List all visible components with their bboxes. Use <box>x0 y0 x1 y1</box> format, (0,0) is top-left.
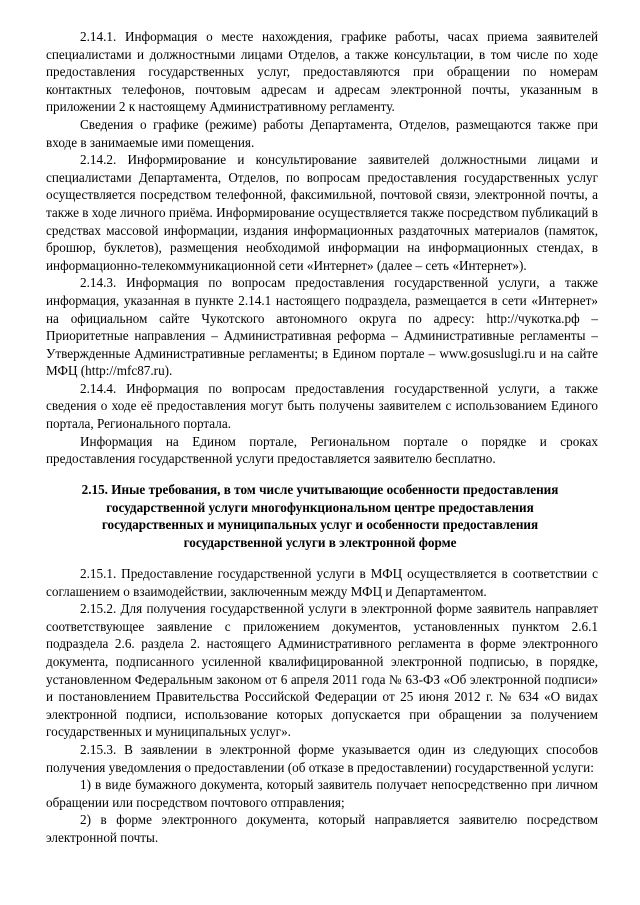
paragraph-2-15-1: 2.15.1. Предоставление государственной услуги в МФЦ осуществляется в соответствии с соглашением о взаимодействии, заключенным между МФЦ и Департаментом. <box>46 566 598 599</box>
paragraph-list-item-1: 1) в виде бумажного документа, который заявитель получает непосредственно при личном обращении или посредством почтового отправления; <box>46 777 598 810</box>
paragraph-portal-free: Информация на Едином портале, Региональном портале о порядке и сроках предоставления государственной услуги предоставляется заявителю бесплатно. <box>46 433 598 467</box>
paragraph-2-14-4: 2.14.4. Информация по вопросам предоставления государственной услуги, а также сведения о ходе её предоставления могут быть получены заявителем с использованием Единого портала, Регионального портала. <box>46 380 598 432</box>
paragraph-2-15-2: 2.15.2. Для получения государственной услуги в электронной форме заявитель направляет соответствующее заявление с приложением документов, установленных пунктом 2.6.1 подраздела 2.6. раздела 2. настоящего Административного регламента в форме электронного документа, подписанного усиленной квалифицированной электронной подписью, в порядке, установленном Федеральным законом от 6 апреля 2011 года № 63-ФЗ «Об электронной подписи» и постановлением Правительства Российской Федерации от 25 июня 2012 г. № 634 «О видах электронной подписи, использование которых допускается при обращении за получением государственных и муниципальных услуг». <box>46 601 598 740</box>
paragraph-list-item-2: 2) в форме электронного документа, который направляется заявителю посредством электронной почты. <box>46 812 598 845</box>
paragraph-2-15-3: 2.15.3. В заявлении в электронной форме указывается один из следующих способов получения уведомления о предоставлении (об отказе в предоставлении) государственной услуги: <box>46 741 598 775</box>
paragraph-2-14-1: 2.14.1. Информация о месте нахождения, графике работы, часах приема заявителей специалистами и должностными лицами Отделов, а также консультации, в том числе по ходе предоставления государственных услуг, предоставляются при обращении по номерам контактных телефонов, почтовым адресам и адресам электронной почты, указанным в приложении 2 к настоящему Административному регламенту. <box>46 29 598 115</box>
paragraph-2-14-2: 2.14.2. Информирование и консультирование заявителей должностными лицами и специалистами Департамента, Отделов, по вопросам предоставления государственных услуг осуществляется посредством телефонной, факсимильной, почтовой связи, электронной почты, а также в ходе личного приёма. Информирование осуществляется также посредством публикаций в средствах массовой информации, издания информационных раздаточных материалов (памяток, брошюр, буклетов), размещения необходимой информации на информационных стендах, в информационно-телекоммуникационной сети «Интернет» (далее – сеть «Интернет»). <box>46 152 598 273</box>
section-heading-2-15: 2.15. Иные требования, в том числе учитывающие особенности предоставления государственной услуги многофункциональном центре предоставления государственных и муниципальных услуг и особенности предоставления государственной услуги в электронной форме <box>81 481 559 551</box>
paragraph-2-14-3: 2.14.3. Информация по вопросам предоставления государственной услуги, а также информация, указанная в пункте 2.14.1 настоящего подраздела, размещается в сети «Интернет» на официальном сайте Чукотского автономного округа по адресу: http://чукотка.рф – Приоритетные направления – Административная реформа – Административные регламенты – Утвержденные Административные регламенты; в Едином портале – www.gosuslugi.ru и на сайте МФЦ (http://mfc87.ru). <box>46 275 598 379</box>
paragraph-schedule-info: Сведения о графике (режиме) работы Департамента, Отделов, размещаются также при входе в занимаемые ими помещения. <box>46 116 598 150</box>
